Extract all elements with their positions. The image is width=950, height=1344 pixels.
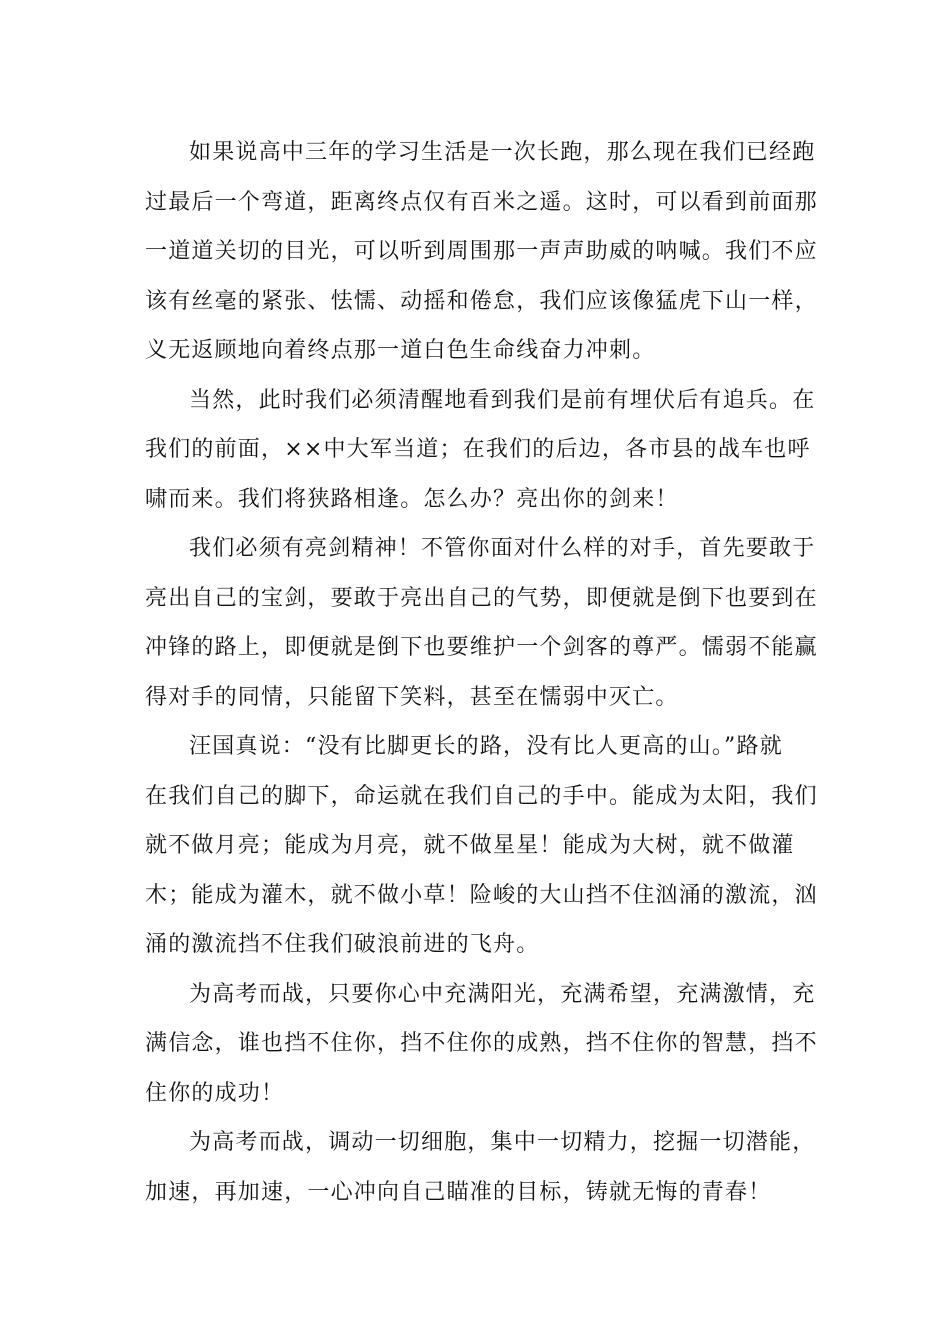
paragraph-line: 汪国真说：“没有比脚更长的路，没有比人更高的山。”路就: [189, 734, 783, 759]
paragraph-line: 为高考而战，只要你心中充满阳光，充满希望，充满激情，充: [189, 981, 816, 1007]
paragraph-line: 该有丝毫的紧张、怯懦、动摇和倦怠，我们应该像猛虎下山一样，: [145, 288, 818, 314]
paragraph-line: 加速，再加速，一心冲向自己瞄准的目标，铸就无悔的青春！: [145, 1179, 772, 1205]
paragraph-line: 在我们自己的脚下，命运就在我们自己的手中。能成为太阳，我们: [145, 783, 818, 809]
paragraph-line: 满信念，谁也挡不住你，挡不住你的成熟，挡不住你的智慧，挡不: [145, 1031, 818, 1056]
paragraph-5: [145, 970, 818, 1119]
paragraph-line: 如果说高中三年的学习生活是一次长跑，那么现在我们已经跑: [189, 140, 816, 165]
paragraph-line: 我们的前面，××中大军当道；在我们的后边，各市县的战车也呼: [145, 437, 811, 462]
paragraph-line: 住你的成功！: [145, 1080, 285, 1106]
paragraph-line: 得对手的同情，只能留下笑料，甚至在懦弱中灭亡。: [145, 684, 679, 710]
paragraph-line: 过最后一个弯道，距离终点仅有百米之遥。这时，可以看到前面那: [145, 189, 818, 215]
paragraph-line: 就不做月亮；能成为月亮，就不做星星！能成为大树，就不做灌: [145, 833, 795, 858]
document-body: [145, 128, 818, 1217]
paragraph-line: 我们必须有亮剑精神！不管你面对什么样的对手，首先要敢于: [189, 536, 816, 561]
paragraph-4: [145, 722, 818, 970]
paragraph-line: 为高考而战，调动一切细胞，集中一切精力，挖掘一切潜能，: [189, 1130, 816, 1155]
paragraph-line: 涌的激流挡不住我们破浪前进的飞舟。: [145, 932, 540, 957]
paragraph-6: [145, 1118, 816, 1217]
paragraph-1: [145, 128, 818, 376]
paragraph-line: 木；能成为灌木，就不做小草！险峻的大山挡不住汹涌的激流，汹: [145, 882, 818, 908]
paragraph-line: 亮出自己的宝剑，要敢于亮出自己的气势，即便就是倒下也要到在: [145, 585, 818, 611]
paragraph-line: 冲锋的路上，即便就是倒下也要维护一个剑客的尊严。懦弱不能赢: [145, 635, 818, 660]
paragraph-2: [145, 376, 816, 525]
paragraph-line: 当然，此时我们必须清醒地看到我们是前有埋伏后有追兵。在: [189, 387, 816, 413]
paragraph-line: 义无返顾地向着终点那一道白色生命线奋力冲刺。: [145, 338, 656, 363]
paragraph-line: 一道道关切的目光，可以听到周围那一声声助威的呐喊。我们不应: [145, 239, 818, 264]
paragraph-3: [145, 524, 818, 722]
paragraph-line: 啸而来。我们将狭路相逢。怎么办？亮出你的剑来！: [145, 486, 679, 512]
